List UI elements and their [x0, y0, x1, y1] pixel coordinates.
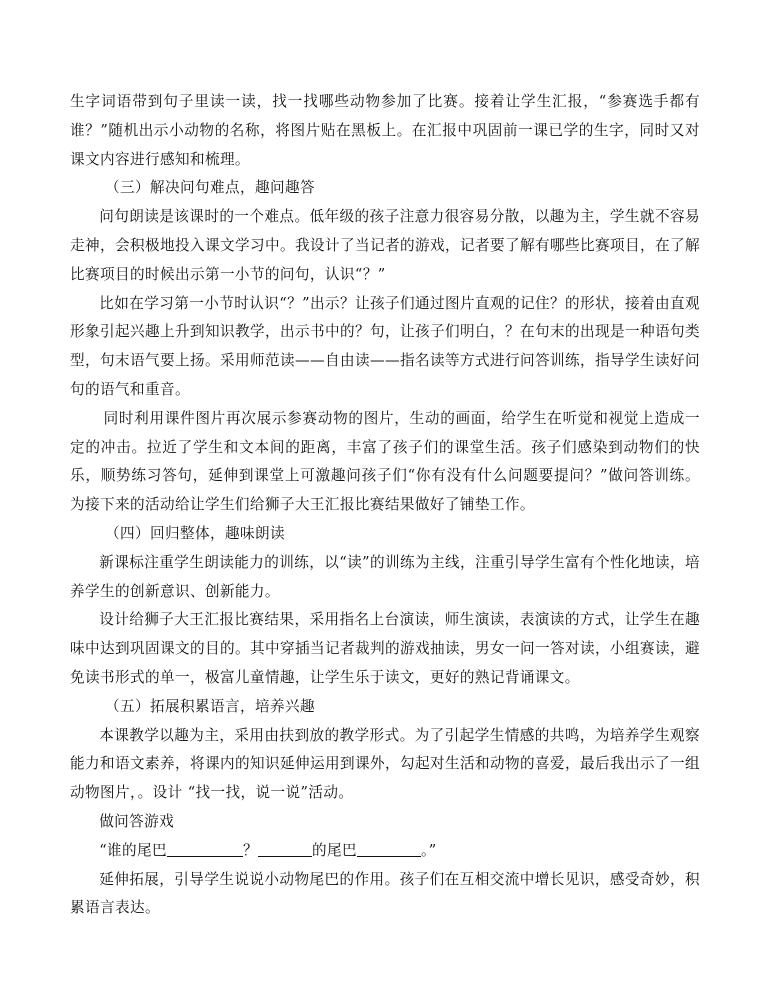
fill-blank-line-3 [357, 840, 421, 857]
paragraph-report-design: 设计给狮子大王汇报比赛结果，采用指名上台演读，师生演读，表演读的方式，让学生在趣味中达到巩固课文的目的。其中穿插当记者裁判的游戏抽读，男女一问一答对读，小组赛读，避免读书形式的单一，极富儿童情趣，让学生乐于读文，更好的熟记背诵课文。 [70, 611, 700, 686]
paragraph-tail-function: 延伸拓展，引导学生说说小动物尾巴的作用。孩子们在互相交流中增长见识，感受奇妙，积累语言表达。 [70, 870, 700, 917]
document-body [70, 88, 700, 923]
section-heading-4: （四）回归整体，趣味朗读 [105, 524, 285, 542]
paragraph-question-mark: 比如在学习第一小节时认识“？”出示？让孩子们通过图片直观的记住？的形状，接着由直观形象引起兴趣上升到知识教学，出示书中的？句，让孩子们明白，？在句末的出现是一种语句类型，句末语气要上扬。采用师范读——自由读——指名读等方式进行问答训练，指导学生读好问句的语气和重音。 [70, 294, 700, 398]
section-heading-5: （五）拓展积累语言，培养兴趣 [105, 697, 315, 715]
fill-blank-text-1: “谁的尾巴 [99, 841, 168, 859]
fill-blank-text-3: 的尾巴 [312, 841, 358, 859]
paragraph-game-title: 做问答游戏 [99, 812, 175, 830]
paragraph-courseware: 同时利用课件图片再次展示参赛动物的图片，生动的画面，给学生在听觉和视觉上造成一定的冲击。拉近了学生和文本间的距离，丰富了孩子们的课堂生活。孩子们感染到动物们的快乐，顺势练习答句，延伸到课堂上可激趣问孩子们“你有没有什么问题要提问？”做问答训练。为接下来的活动给让学生们给狮子大王汇报比赛结果做好了铺垫工作。 [70, 409, 700, 514]
paragraph-intro: 生字词语带到句子里读一读，找一找哪些动物参加了比赛。接着让学生汇报，“参赛选手都有谁？”随机出示小动物的名称，将图片贴在黑板上。在汇报中巩固前一课已学的生字，同时又对课文内容进行感知和梳理。 [70, 93, 700, 168]
fill-blank-text-4: 。” [421, 841, 437, 859]
fill-blank-text-2: ？ [243, 841, 259, 859]
paragraph-reading-ability: 新课标注重学生朗读能力的训练，以“读”的训练为主线，注重引导学生富有个性化地读，培养学生的创新意识、创新能力。 [70, 553, 700, 600]
fill-blank-line-1 [167, 840, 243, 857]
fill-blank-line-2 [258, 840, 312, 857]
paragraph-question-difficulty: 问句朗读是该课时的一个难点。低年级的孩子注意力很容易分散，以趣为主，学生就不容易走神，会积极地投入课文学习中。我设计了当记者的游戏，记者要了解有哪些比赛项目，在了解比赛项目的时候出示第一小节的问句，认识“？” [70, 208, 700, 283]
paragraph-fill-blank [70, 837, 700, 866]
section-heading-3: （三）解决问句难点，趣问趣答 [105, 179, 315, 197]
paragraph-extension: 本课教学以趣为主，采用由扶到放的教学形式。为了引起学生情感的共鸣，为培养学生观察能力和语文素养，将课内的知识延伸运用到课外，勾起对生活和动物的喜爱，最后我出示了一组动物图片，。设计 “找一找，说一说”活动。 [70, 726, 700, 802]
